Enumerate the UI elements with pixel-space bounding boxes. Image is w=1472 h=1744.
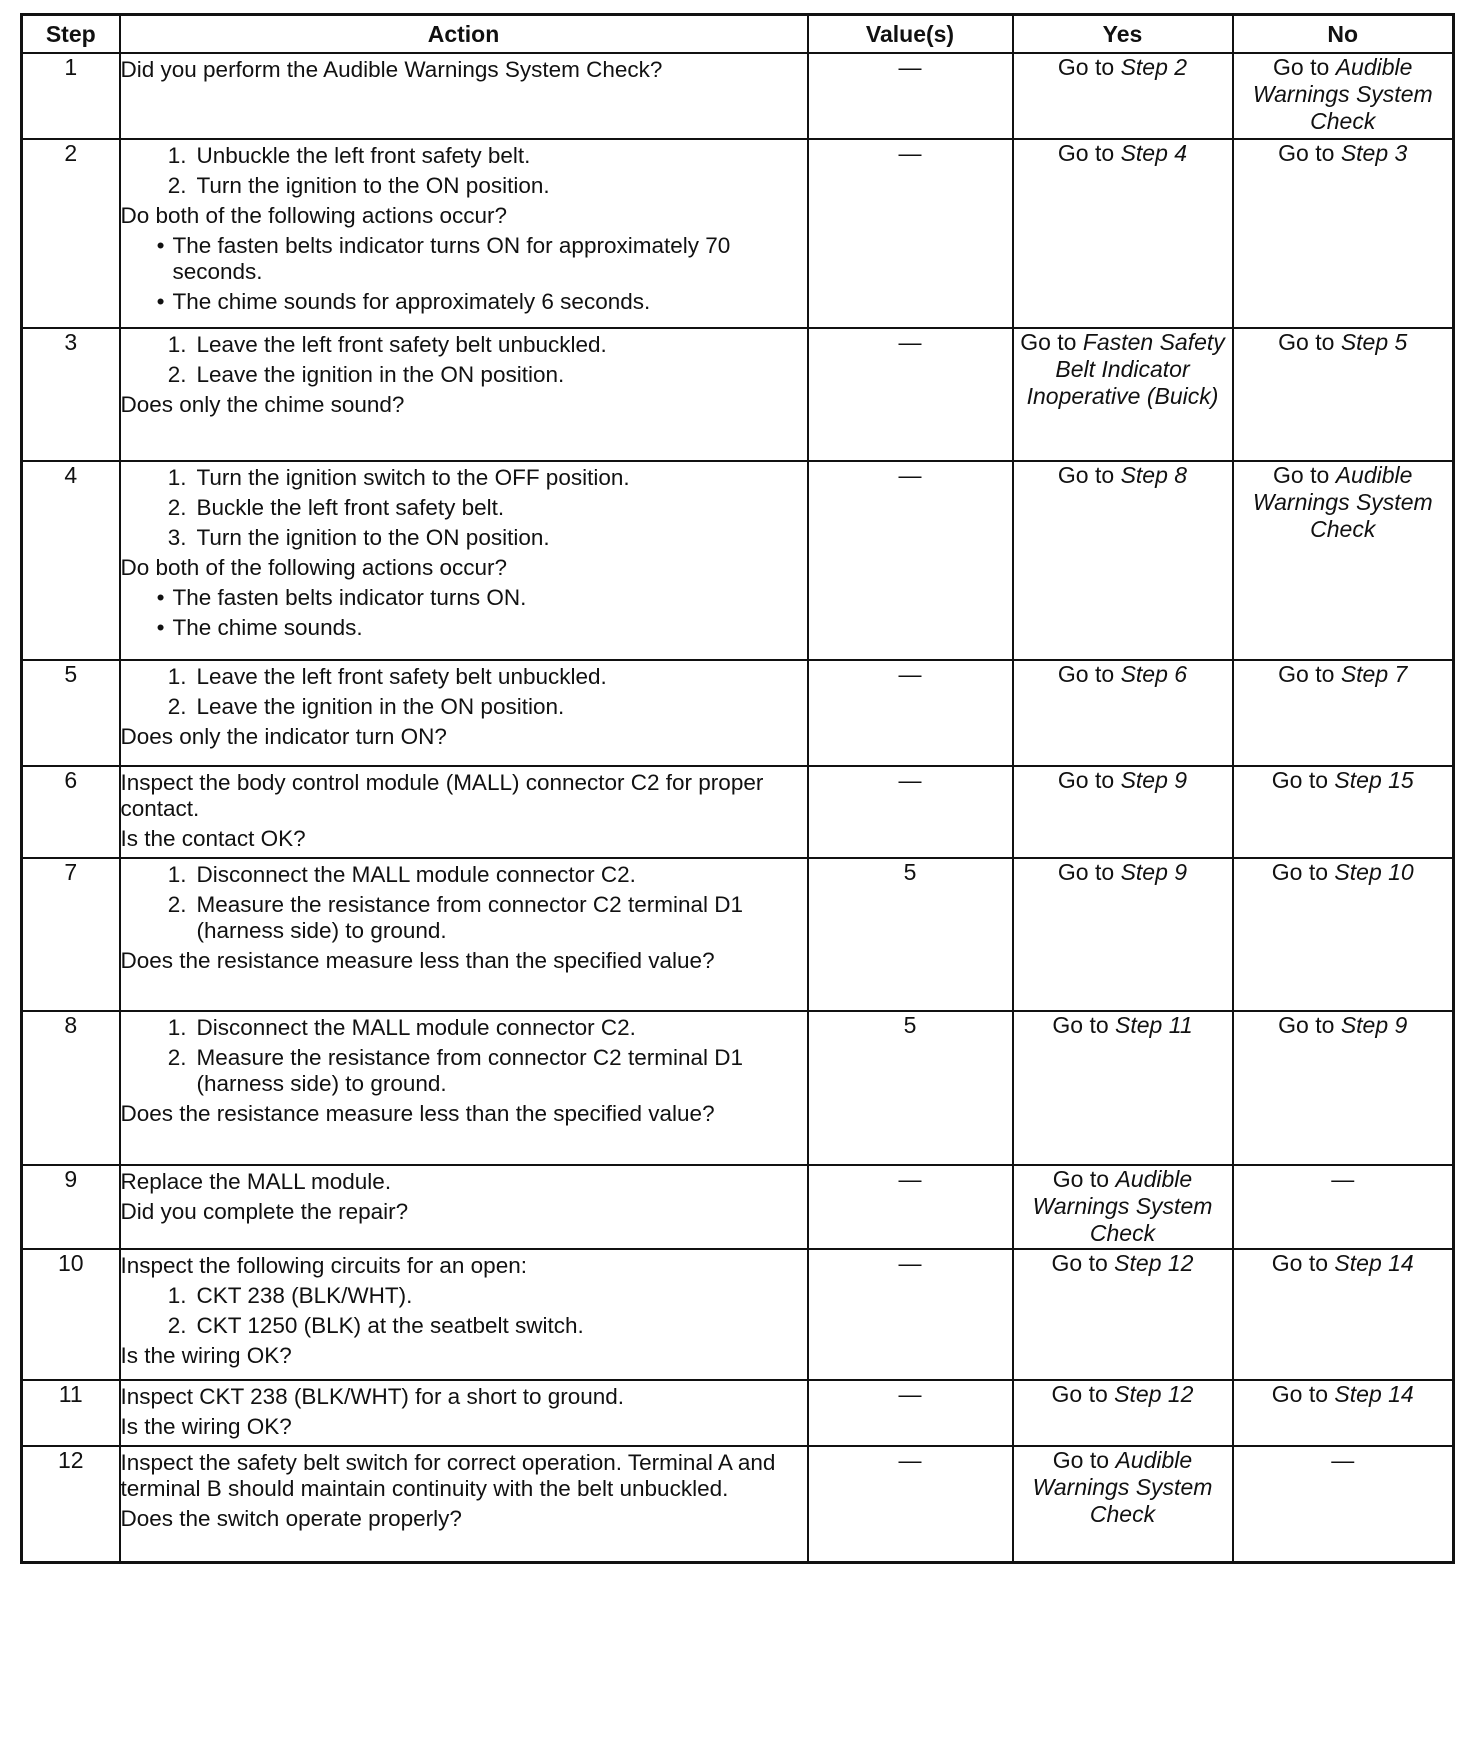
item-number: 3. — [167, 525, 187, 550]
action-cell — [120, 1380, 808, 1446]
action-text: Replace the MALL module. — [120, 1169, 392, 1194]
action-numbered-item — [121, 143, 807, 169]
header-values: Value(s) — [808, 15, 1013, 54]
yes-result — [1013, 139, 1233, 328]
no-result — [1233, 1011, 1454, 1165]
step-number: 3 — [22, 328, 120, 461]
table-row — [22, 461, 1454, 660]
action-numbered-item — [121, 664, 807, 690]
yes-result — [1013, 1165, 1233, 1249]
table-row — [22, 766, 1454, 858]
item-text: The chime sounds for approximately 6 seconds. — [172, 289, 651, 314]
item-text: The fasten belts indicator turns ON for approximately 70 seconds. — [172, 233, 731, 284]
action-numbered-item — [121, 1015, 807, 1041]
goto-prefix: Go to — [1271, 767, 1335, 793]
value-cell: — — [808, 1380, 1013, 1446]
action-cell — [120, 328, 808, 461]
goto-link[interactable] — [1052, 1250, 1194, 1276]
item-text: Leave the ignition in the ON position. — [196, 362, 565, 387]
goto-link[interactable] — [1272, 859, 1414, 885]
goto-link[interactable] — [1253, 54, 1433, 134]
no-result — [1233, 1249, 1454, 1380]
bullet-icon: • — [156, 585, 165, 610]
action-text: Does only the chime sound? — [120, 392, 405, 417]
table-row — [22, 328, 1454, 461]
no-result — [1233, 139, 1454, 328]
goto-link[interactable] — [1020, 329, 1225, 409]
action-text: Do both of the following actions occur? — [120, 555, 507, 580]
header-step: Step — [22, 15, 120, 54]
action-text: Did you complete the repair? — [120, 1199, 409, 1224]
yes-result — [1013, 461, 1233, 660]
action-text: Is the wiring OK? — [120, 1343, 292, 1368]
table-row — [22, 1249, 1454, 1380]
goto-target: Step 14 — [1334, 1381, 1414, 1407]
goto-prefix: Go to — [1271, 1381, 1335, 1407]
table-row — [22, 858, 1454, 1011]
action-text: Do both of the following actions occur? — [120, 203, 507, 228]
diagnostic-table-sheet — [20, 13, 1452, 1564]
table-row — [22, 1165, 1454, 1249]
step-number: 1 — [22, 53, 120, 139]
no-result — [1233, 328, 1454, 461]
goto-link[interactable] — [1033, 1447, 1213, 1527]
action-cell — [120, 53, 808, 139]
step-number: 8 — [22, 1011, 120, 1165]
value-cell: — — [808, 766, 1013, 858]
goto-prefix: Go to — [1057, 661, 1121, 687]
header-action: Action — [120, 15, 808, 54]
action-bullet-item — [121, 233, 807, 285]
goto-link[interactable] — [1033, 1166, 1213, 1246]
goto-target: Audible Warnings System Check — [1252, 462, 1433, 542]
action-text: Inspect the following circuits for an open: — [120, 1253, 527, 1278]
goto-prefix: Go to — [1057, 462, 1121, 488]
item-number: 1. — [167, 465, 187, 490]
item-text: Turn the ignition to the ON position. — [196, 173, 550, 198]
goto-link[interactable] — [1058, 661, 1187, 687]
item-text: The fasten belts indicator turns ON. — [172, 585, 527, 610]
action-numbered-item — [121, 173, 807, 199]
action-text: Is the contact OK? — [120, 826, 306, 851]
yes-result — [1013, 1249, 1233, 1380]
no-action-dash: — — [1331, 1447, 1355, 1473]
action-numbered-item — [121, 362, 807, 388]
action-text: Is the wiring OK? — [120, 1414, 292, 1439]
goto-target: Audible Warnings System Check — [1252, 54, 1433, 134]
header-yes: Yes — [1013, 15, 1233, 54]
yes-result — [1013, 858, 1233, 1011]
action-cell — [120, 1165, 808, 1249]
bullet-icon: • — [156, 233, 165, 258]
diagnostic-table — [20, 13, 1455, 1564]
value-cell: — — [808, 461, 1013, 660]
action-text: Did you perform the Audible Warnings System Check? — [120, 57, 663, 82]
action-cell — [120, 1446, 808, 1562]
item-text: Leave the left front safety belt unbuckled. — [196, 664, 607, 689]
table-row — [22, 660, 1454, 766]
step-number: 6 — [22, 766, 120, 858]
action-bullet-item — [121, 289, 807, 315]
item-number: 2. — [167, 495, 187, 520]
table-row — [22, 139, 1454, 328]
no-result — [1233, 53, 1454, 139]
goto-prefix: Go to — [1271, 859, 1335, 885]
step-number: 10 — [22, 1249, 120, 1380]
yes-result — [1013, 660, 1233, 766]
value-cell: — — [808, 1446, 1013, 1562]
action-cell — [120, 858, 808, 1011]
no-result — [1233, 1380, 1454, 1446]
action-text: Inspect the safety belt switch for correct operation. Terminal A and terminal B should maintain continuity with the belt unbuckled. — [120, 1450, 776, 1501]
yes-result — [1013, 1380, 1233, 1446]
yes-result — [1013, 1011, 1233, 1165]
goto-prefix: Go to — [1057, 767, 1121, 793]
goto-link[interactable] — [1272, 1250, 1414, 1276]
item-number: 1. — [167, 332, 187, 357]
goto-target: Step 12 — [1114, 1381, 1194, 1407]
action-text: Does the resistance measure less than the specified value? — [120, 948, 715, 973]
action-numbered-item — [121, 694, 807, 720]
item-number: 1. — [167, 1283, 187, 1308]
action-numbered-item — [121, 892, 807, 944]
item-number: 2. — [167, 694, 187, 719]
goto-target: Audible Warnings System Check — [1032, 1447, 1213, 1527]
goto-link[interactable] — [1058, 859, 1187, 885]
item-text: Buckle the left front safety belt. — [196, 495, 505, 520]
item-number: 2. — [167, 1045, 187, 1070]
goto-target: Step 9 — [1120, 767, 1188, 793]
item-text: Disconnect the MALL module connector C2. — [196, 862, 636, 887]
action-numbered-item — [121, 465, 807, 491]
item-text: Leave the left front safety belt unbuckled. — [196, 332, 607, 357]
no-result — [1233, 1446, 1454, 1562]
goto-prefix: Go to — [1051, 1250, 1115, 1276]
item-text: Disconnect the MALL module connector C2. — [196, 1015, 636, 1040]
goto-link[interactable] — [1278, 661, 1407, 687]
goto-link[interactable] — [1058, 767, 1187, 793]
item-text: Measure the resistance from connector C2 terminal D1 (harness side) to ground. — [196, 1045, 743, 1096]
no-result — [1233, 660, 1454, 766]
goto-target: Step 6 — [1120, 661, 1188, 687]
header-no: No — [1233, 15, 1454, 54]
item-text: Turn the ignition to the ON position. — [196, 525, 550, 550]
goto-target: Step 7 — [1340, 661, 1408, 687]
goto-target: Step 14 — [1334, 1250, 1414, 1276]
goto-prefix: Go to — [1052, 1447, 1116, 1473]
goto-prefix: Go to — [1273, 462, 1336, 488]
action-cell — [120, 461, 808, 660]
goto-prefix: Go to — [1052, 1166, 1116, 1192]
action-text: Does only the indicator turn ON? — [120, 724, 447, 749]
goto-link[interactable] — [1272, 1381, 1414, 1407]
goto-target: Audible Warnings System Check — [1032, 1166, 1213, 1246]
action-numbered-item — [121, 862, 807, 888]
bullet-icon: • — [156, 289, 165, 314]
goto-link[interactable] — [1253, 462, 1433, 542]
table-row — [22, 53, 1454, 139]
goto-target: Step 4 — [1120, 140, 1188, 166]
action-text: Does the switch operate properly? — [120, 1506, 462, 1531]
item-text: CKT 1250 (BLK) at the seatbelt switch. — [196, 1313, 584, 1338]
value-cell: 5 — [808, 858, 1013, 1011]
goto-target: Step 5 — [1340, 329, 1408, 355]
table-row — [22, 1446, 1454, 1562]
bullet-icon: • — [156, 615, 165, 640]
step-number: 12 — [22, 1446, 120, 1562]
table-body — [22, 53, 1454, 1562]
table-row — [22, 1380, 1454, 1446]
step-number: 9 — [22, 1165, 120, 1249]
action-cell — [120, 139, 808, 328]
value-cell: — — [808, 53, 1013, 139]
goto-target: Step 8 — [1120, 462, 1188, 488]
action-numbered-item — [121, 332, 807, 358]
goto-target: Step 3 — [1340, 140, 1408, 166]
item-number: 2. — [167, 173, 187, 198]
goto-link[interactable] — [1278, 1012, 1407, 1038]
action-numbered-item — [121, 1313, 807, 1339]
goto-prefix: Go to — [1273, 54, 1336, 80]
item-text: Turn the ignition switch to the OFF position. — [196, 465, 630, 490]
item-number: 1. — [167, 1015, 187, 1040]
goto-target: Fasten Safety Belt Indicator Inoperative (Buick) — [1026, 329, 1225, 409]
action-bullet-item — [121, 615, 807, 641]
item-text: The chime sounds. — [172, 615, 363, 640]
table-header-row — [22, 15, 1454, 54]
value-cell: — — [808, 1165, 1013, 1249]
goto-target: Step 12 — [1114, 1250, 1194, 1276]
goto-prefix: Go to — [1278, 661, 1341, 687]
goto-prefix: Go to — [1051, 1381, 1115, 1407]
value-cell: — — [808, 328, 1013, 461]
goto-prefix: Go to — [1020, 329, 1083, 355]
item-number: 1. — [167, 862, 187, 887]
no-result — [1233, 461, 1454, 660]
goto-prefix: Go to — [1052, 1012, 1116, 1038]
step-number: 2 — [22, 139, 120, 328]
goto-link[interactable] — [1058, 140, 1187, 166]
action-cell — [120, 766, 808, 858]
no-result — [1233, 1165, 1454, 1249]
goto-prefix: Go to — [1278, 140, 1341, 166]
item-text: Measure the resistance from connector C2 terminal D1 (harness side) to ground. — [196, 892, 743, 943]
goto-link[interactable] — [1272, 767, 1414, 793]
item-text: Unbuckle the left front safety belt. — [196, 143, 531, 168]
goto-prefix: Go to — [1271, 1250, 1335, 1276]
action-text: Does the resistance measure less than the specified value? — [120, 1101, 715, 1126]
goto-prefix: Go to — [1057, 54, 1121, 80]
item-number: 2. — [167, 1313, 187, 1338]
value-cell: 5 — [808, 1011, 1013, 1165]
yes-result — [1013, 766, 1233, 858]
goto-prefix: Go to — [1278, 1012, 1341, 1038]
goto-link[interactable] — [1278, 140, 1407, 166]
goto-prefix: Go to — [1057, 859, 1121, 885]
goto-link[interactable] — [1278, 329, 1407, 355]
yes-result — [1013, 328, 1233, 461]
goto-prefix: Go to — [1057, 140, 1121, 166]
goto-target: Step 11 — [1115, 1012, 1193, 1038]
item-number: 2. — [167, 362, 187, 387]
no-result — [1233, 858, 1454, 1011]
goto-link[interactable] — [1052, 1381, 1194, 1407]
item-number: 2. — [167, 892, 187, 917]
action-cell — [120, 660, 808, 766]
action-numbered-item — [121, 1283, 807, 1309]
goto-target: Step 10 — [1334, 859, 1414, 885]
yes-result — [1013, 1446, 1233, 1562]
item-number: 1. — [167, 664, 187, 689]
action-cell — [120, 1011, 808, 1165]
action-text: Inspect the body control module (MALL) connector C2 for proper contact. — [120, 770, 764, 821]
goto-link[interactable] — [1058, 462, 1187, 488]
action-numbered-item — [121, 495, 807, 521]
value-cell: — — [808, 1249, 1013, 1380]
table-row — [22, 1011, 1454, 1165]
step-number: 5 — [22, 660, 120, 766]
goto-link[interactable] — [1052, 1012, 1192, 1038]
goto-prefix: Go to — [1278, 329, 1341, 355]
goto-target: Step 15 — [1334, 767, 1414, 793]
item-text: CKT 238 (BLK/WHT). — [196, 1283, 413, 1308]
step-number: 11 — [22, 1380, 120, 1446]
goto-target: Step 2 — [1120, 54, 1188, 80]
goto-target: Step 9 — [1120, 859, 1188, 885]
action-text: Inspect CKT 238 (BLK/WHT) for a short to ground. — [120, 1384, 625, 1409]
value-cell: — — [808, 660, 1013, 766]
item-text: Leave the ignition in the ON position. — [196, 694, 565, 719]
goto-link[interactable] — [1058, 54, 1187, 80]
no-result — [1233, 766, 1454, 858]
item-number: 1. — [167, 143, 187, 168]
action-numbered-item — [121, 525, 807, 551]
value-cell: — — [808, 139, 1013, 328]
action-bullet-item — [121, 585, 807, 611]
no-action-dash: — — [1331, 1166, 1355, 1192]
yes-result — [1013, 53, 1233, 139]
step-number: 4 — [22, 461, 120, 660]
goto-target: Step 9 — [1340, 1012, 1408, 1038]
action-numbered-item — [121, 1045, 807, 1097]
step-number: 7 — [22, 858, 120, 1011]
action-cell — [120, 1249, 808, 1380]
